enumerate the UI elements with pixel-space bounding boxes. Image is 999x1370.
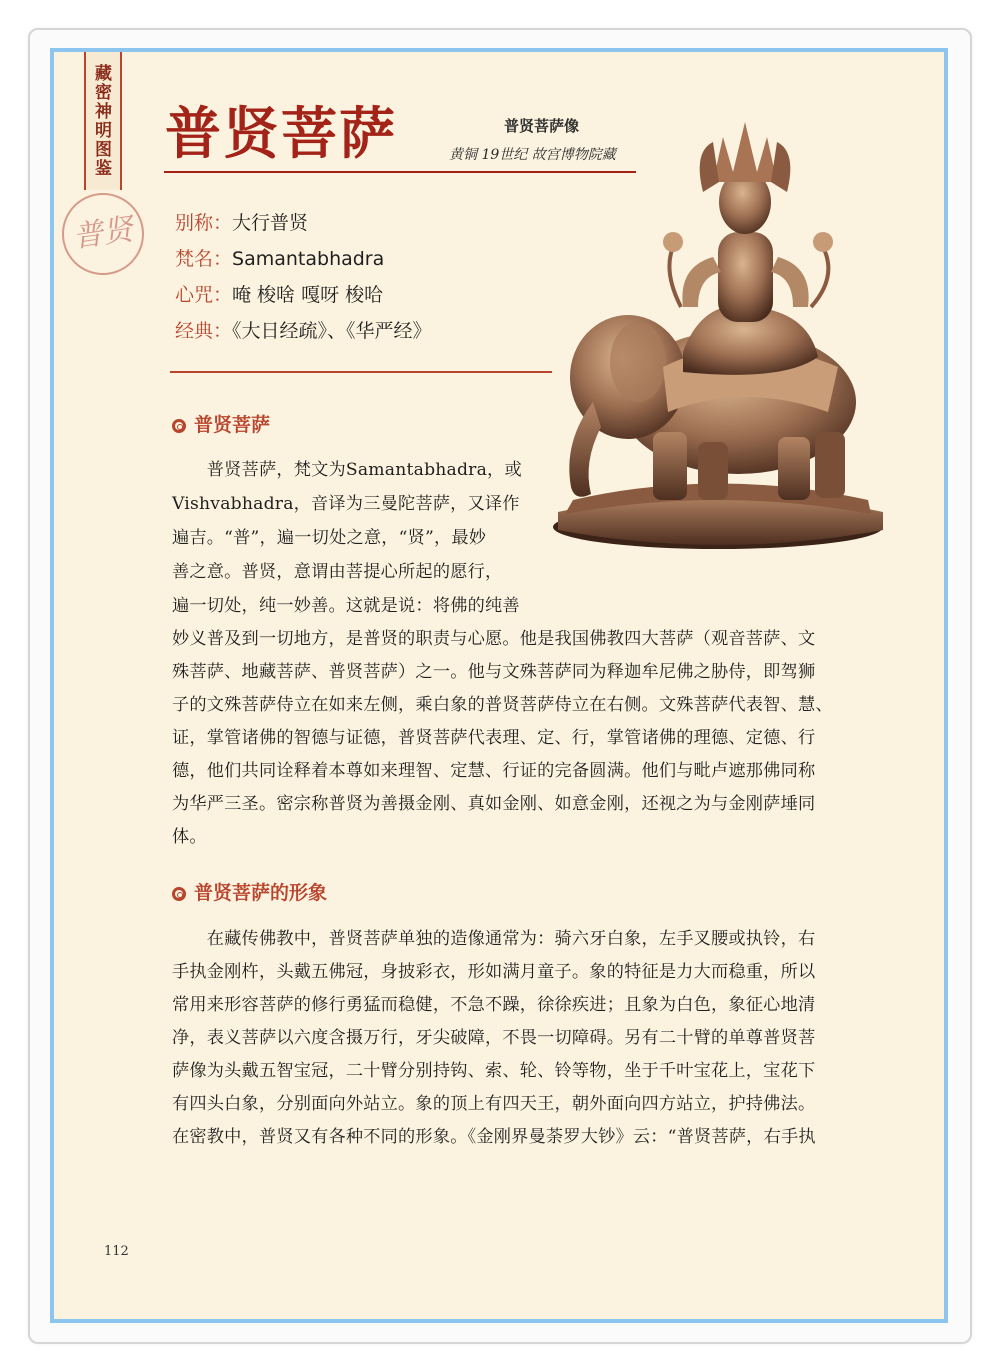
image-caption-subtitle: 黄铜 19世纪 故宫博物院藏 xyxy=(449,147,616,163)
seal-text: 普贤 xyxy=(70,211,136,256)
body-text-line: 善之意。普贤，意谓由菩提心所起的愿行， xyxy=(172,562,503,582)
seal-stamp-icon xyxy=(62,193,144,275)
info-divider xyxy=(170,371,552,373)
info-row-sanskrit xyxy=(175,241,432,277)
info-label: 心咒： xyxy=(175,284,233,306)
info-value: 大行普贤 xyxy=(232,212,309,234)
body-text-line: 遍一切处，纯一妙善。这就是说：将佛的纯善 xyxy=(172,596,520,616)
info-row-mantra xyxy=(175,277,432,313)
body-text-line: 殊菩萨、地藏菩萨、普贤菩萨）之一。他与文殊菩萨同为释迦牟尼佛之胁侍，即驾狮 xyxy=(172,662,816,682)
body-text-line: 为华严三圣。密宗称普贤为善摄金刚、真如金刚、如意金刚，还视之为与金刚萨埵同 xyxy=(172,794,816,814)
section-heading-overview xyxy=(172,410,270,437)
page-title: 普贤菩萨 xyxy=(165,101,397,167)
info-label: 经典： xyxy=(175,320,233,342)
section-heading-appearance xyxy=(172,878,327,905)
image-caption-title: 普贤菩萨像 xyxy=(504,117,580,135)
body-text-line: 萨像为头戴五智宝冠，二十臂分别持钩、索、轮、铃等物，坐于千叶宝花上，宝花下 xyxy=(172,1061,816,1081)
body-text-line: 常用来形容菩萨的修行勇猛而稳健，不急不躁，徐徐疾进；且象为白色，象征心地清 xyxy=(172,995,816,1015)
section-heading-text: 普贤菩萨的形象 xyxy=(194,882,328,904)
side-category-label: 藏密神明图鉴 xyxy=(91,64,111,178)
body-text-line: 净，表义菩萨以六度含摄万行，牙尖破障，不畏一切障碍。另有二十臂的单尊普贤菩 xyxy=(172,1028,816,1048)
bodhisattva-statue-image xyxy=(553,82,893,552)
body-text-line: 在藏传佛教中，普贤菩萨单独的造像通常为：骑六牙白象，左手叉腰或执铃，右 xyxy=(172,929,816,949)
body-text-line: 子的文殊菩萨侍立在如来左侧，乘白象的普贤菩萨侍立在右侧。文殊菩萨代表智、慧、 xyxy=(172,695,833,715)
body-text-line: 体。 xyxy=(172,827,207,847)
info-row-scripture xyxy=(175,313,432,349)
body-text-line: 有四头白象，分别面向外站立。象的顶上有四天王，朝外面向四方站立，护持佛法。 xyxy=(172,1094,816,1114)
info-block xyxy=(175,205,432,349)
info-row-alias xyxy=(175,205,432,241)
body-text-line: 德，他们共同诠释着本尊如来理智、定慧、行证的完备圆满。他们与毗卢遮那佛同称 xyxy=(172,761,816,781)
body-text-line: Vishvabhadra，音译为三曼陀菩萨，又译作 xyxy=(172,494,520,514)
body-text-line: 证，掌管诸佛的智德与证德，普贤菩萨代表理、定、行，掌管诸佛的理德、定德、行 xyxy=(172,728,816,748)
bullet-ring-icon xyxy=(172,887,186,901)
bullet-ring-icon xyxy=(172,419,186,433)
body-text-line: 手执金刚杵，头戴五佛冠，身披彩衣，形如满月童子。象的特征是力大而稳重，所以 xyxy=(172,962,816,982)
body-text-line: 在密教中，普贤又有各种不同的形象。《金刚界曼荼罗大钞》云：“普贤菩萨，右手执 xyxy=(172,1127,816,1147)
info-value: Samantabhadra xyxy=(232,248,385,270)
info-label: 别称： xyxy=(175,212,233,234)
info-label: 梵名： xyxy=(175,248,233,270)
page-number: 112 xyxy=(104,1244,129,1259)
info-value: 唵 梭啥 嘎呀 梭哈 xyxy=(232,284,384,306)
info-value: 《大日经疏》、《华严经》 xyxy=(232,320,432,342)
section-heading-text: 普贤菩萨 xyxy=(194,414,271,436)
body-text-line: 普贤菩萨，梵文为Samantabhadra，或 xyxy=(172,460,522,480)
body-text-line: 妙义普及到一切地方，是普贤的职责与心愿。他是我国佛教四大菩萨（观音菩萨、文 xyxy=(172,629,816,649)
body-text-line: 遍吉。“普”，遍一切处之意，“贤”，最妙 xyxy=(172,528,487,548)
